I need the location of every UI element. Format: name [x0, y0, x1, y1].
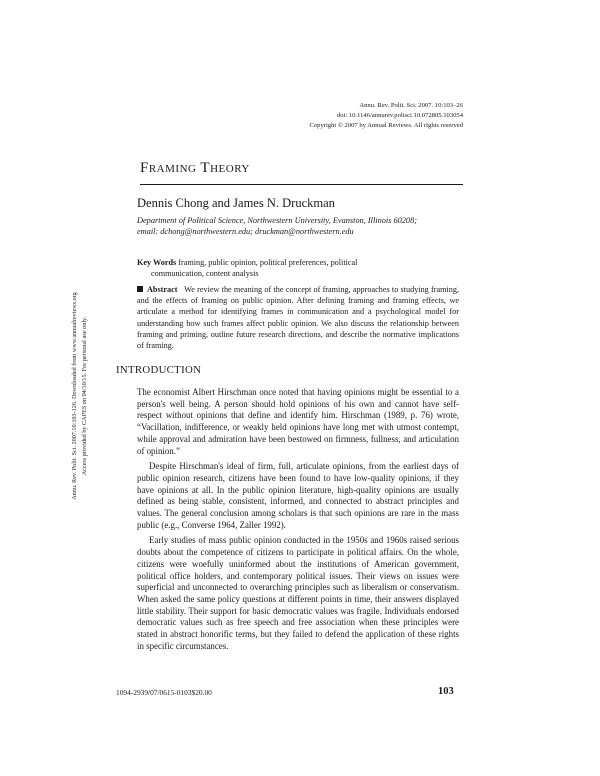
abstract-label: Abstract [147, 285, 178, 294]
article-authors: Dennis Chong and James N. Druckman [137, 196, 335, 210]
keywords-label: Key Words [137, 258, 177, 267]
author-affiliation [137, 215, 467, 237]
title-divider [140, 184, 463, 185]
abstract-block [137, 284, 459, 351]
abstract-square-icon [137, 286, 143, 292]
abstract-text: We review the meaning of the concept of framing, approaches to studying framing, and the effects of framing on public opinion. After defining framing and framing effects, we articulate a method for identifying frames in communication and a psychological model for understanding how such frames affect public opinion. We also discuss the relationship between framing and priming, outline future research directions, and describe the normative implications of framing. [137, 285, 459, 351]
header-citation: Annu. Rev. Polit. Sci. 2007. 10:103–26 [359, 102, 463, 109]
keywords-text-2: communication, content analysis [151, 269, 259, 278]
affiliation-email: email: dchong@northwestern.edu; druckman@northwestern.edu [137, 227, 354, 236]
keywords-block [137, 257, 462, 279]
side-note-line-1: Annu. Rev. Polit. Sci. 2007.10:103-126. Downloaded from www.annualreviews.org [71, 292, 78, 500]
body-paragraph: Despite Hirschman's ideal of firm, full, articulate opinions, from the earliest days of public opinion research, citizens have been found to have low-quality opinions, if they have opinions at all. In the public opinion literature, high-quality opinions are usually defined as being stable, consistent, informed, and connected to abstract principles and values. The general conclusion among scholars is that such opinions are rare in the mass public (e.g., Converse 1964, Zaller 1992). [137, 461, 459, 530]
body-text [137, 387, 459, 656]
body-paragraph: Early studies of mass public opinion conducted in the 1950s and 1960s raised serious doubts about the competence of citizens to participate in political affairs. On the whole, citizens were woefully uninformed about the institutions of American government, political office holders, and contemporary political issues. Their views on issues were superficial and unconnected to overarching principles such as liberalism or conservatism. When asked the same policy questions at different points in time, their answers displayed little stability. Their support for basic democratic values was fragile. Individuals endorsed democratic values such as free speech and free association when these principles were stated in abstract honorific terms, but they failed to defend the application of these rights in specific circumstances. [137, 535, 459, 651]
side-download-note [70, 256, 90, 536]
footer-code: 1094-2939/07/0615-0103$20.00 [116, 688, 212, 697]
keywords-text-1: framing, public opinion, political preferences, political [178, 258, 358, 267]
side-note-line-2: Access provided by CAPES on 04/10/15. For personal use only. [81, 316, 88, 476]
body-paragraph: The economist Albert Hirschman once noted that having opinions might be essential to a person's well being. A person should hold opinions of his own and cannot have self-respect without opinions that define and identify him. Hirschman (1989, p. 76) wrote, “Vacillation, indifference, or weakly held opinions have long met with utmost contempt, while approval and admiration have been bestowed on firmness, fullness, and articulation of opinion.” [137, 387, 459, 456]
header-copyright: Copyright © 2007 by Annual Reviews. All rights reserved [309, 122, 463, 129]
section-heading: INTRODUCTION [116, 364, 202, 376]
header-doi: doi: 10.1146/annurev.polisci.10.072805.103054 [336, 112, 463, 119]
article-title: Framing Theory [140, 160, 250, 176]
page-number: 103 [438, 686, 454, 697]
affiliation-department: Department of Political Science, Northwestern University, Evanston, Illinois 60208; [137, 216, 417, 225]
journal-header [309, 101, 463, 131]
